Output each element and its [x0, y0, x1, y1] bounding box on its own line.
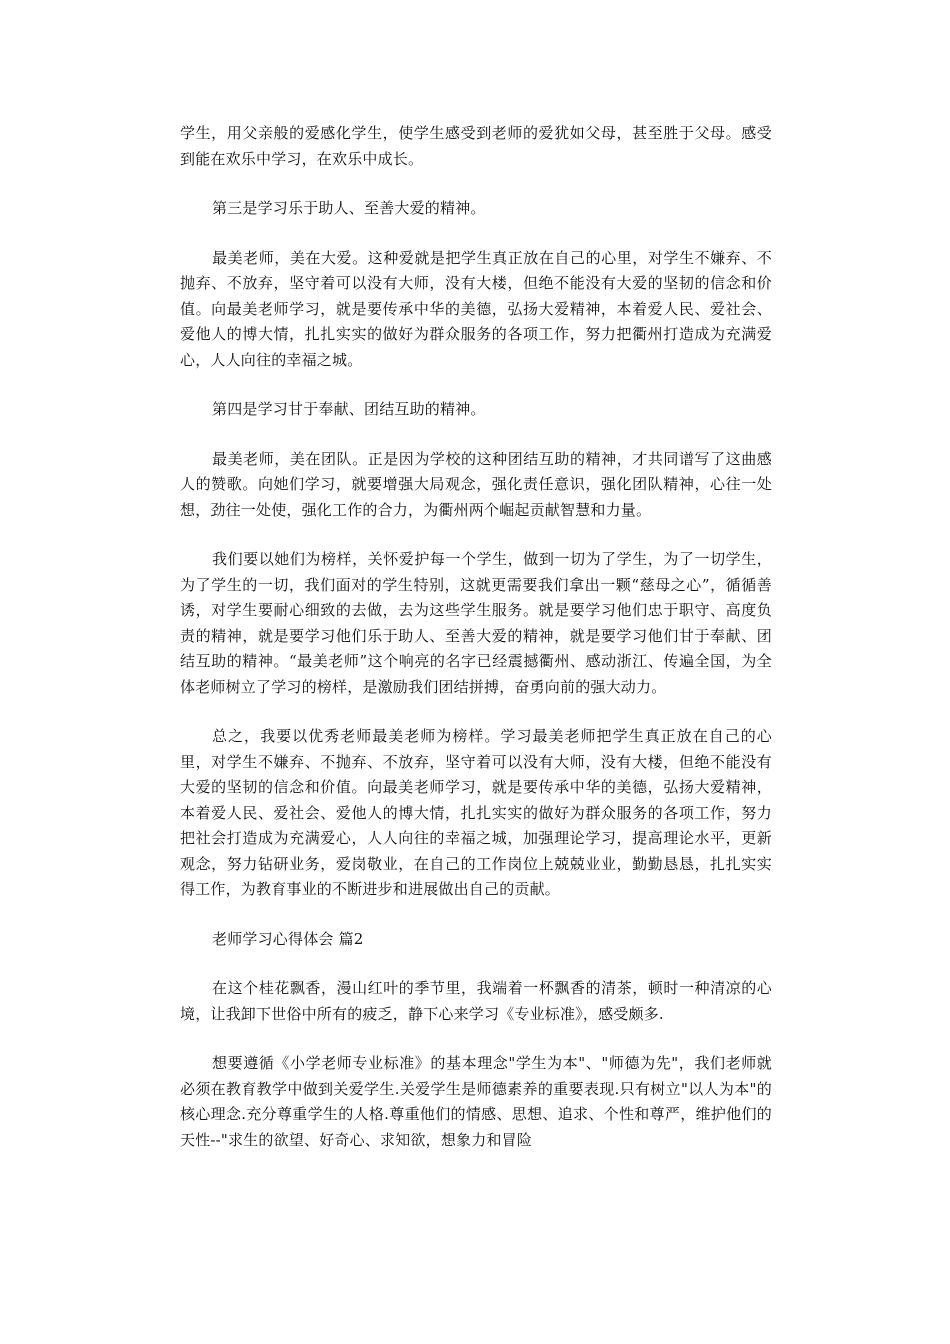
document-body [180, 121, 772, 1153]
paragraph-standards: 想要遵循《小学老师专业标准》的基本理念"学生为本"、"师德为先"，我们老师就必须在教育教学中做到关爱学生.关爱学生是师德素养的重要表现.只有树立"以人为本"的核心理念.充分尊重学生的人格.尊重他们的情感、思想、追求、个性和尊严，维护他们的天性--"求生的欲望、好奇心、求知欲，想象力和冒险 [180, 1054, 772, 1149]
paragraph-teamwork: 最美老师，美在团队。正是因为学校的这种团结互助的精神，才共同谱写了这曲感人的赞歌。向她们学习，就要增强大局观念，强化责任意识，强化团队精神，心往一处想，劲往一处使，强化工作的合力，为衢州两个崛起贡献智慧和力量。 [180, 449, 772, 519]
paragraph-continuation: 学生，用父亲般的爱感化学生，使学生感受到老师的爱犹如父母，甚至胜于父母。感受到能在欢乐中学习，在欢乐中成长。 [180, 124, 772, 168]
paragraph-role-model: 我们要以她们为榜样，关怀爱护每一个学生，做到一切为了学生，为了一切学生，为了学生的一切，我们面对的学生特别，这就更需要我们拿出一颗“慈母之心”，循循善诱，对学生要耐心细致的去做，去为这些学生服务。就是要学习他们忠于职守、高度负责的精神，就是要学习他们乐于助人、至善大爱的精神，就是要学习他们甘于奉献、团结互助的精神。“最美老师”这个响亮的名字已经震撼衢州、感动浙江、传遍全国，为全体老师树立了学习的榜样，是激励我们团结拼搏，奋勇向前的强大动力。 [180, 550, 772, 696]
paragraph-great-love: 最美老师，美在大爱。这种爱就是把学生真正放在自己的心里，对学生不嫌弃、不抛弃、不放弃，坚守着可以没有大师，没有大楼，但绝不能没有大爱的坚韧的信念和价值。向最美老师学习，就是要传承中华的美德，弘扬大爱精神，本着爱人民、爱社会、爱他人的博大情，扎扎实实的做好为群众服务的各项工作，努力把衢州打造成为充满爱心，人人向往的幸福之城。 [180, 248, 772, 369]
section-heading-3: 第三是学习乐于助人、至善大爱的精神。 [212, 199, 486, 217]
paragraph-conclusion: 总之，我要以优秀老师最美老师为榜样。学习最美老师把学生真正放在自己的心里，对学生不嫌弃、不抛弃、不放弃，坚守着可以没有大师，没有大楼，但绝不能没有大爱的坚韧的信念和价值。向最美老师学习，就是要传承中华的美德，弘扬大爱精神，本着爱人民、爱社会、爱他人的博大情，扎扎实实的做好为群众服务的各项工作，努力把社会打造成为充满爱心，人人向往的幸福之城，加强理论学习，提高理论水平，更新观念，努力钻研业务，爱岗敬业，在自己的工作岗位上兢兢业业，勤勤恳恳，扎扎实实得工作，为教育事业的不断进步和进展做出自己的贡献。 [180, 727, 772, 898]
paragraph-intro-2: 在这个桂花飘香，漫山红叶的季节里，我端着一杯飘香的清茶，顿时一种清凉的心境，让我卸下世俗中所有的疲乏，静下心来学习《专业标准》，感受颇多. [180, 979, 772, 1023]
section-heading-4: 第四是学习甘于奉献、团结互助的精神。 [212, 400, 486, 418]
article-title-part-2: 老师学习心得体会 篇2 [212, 929, 364, 948]
